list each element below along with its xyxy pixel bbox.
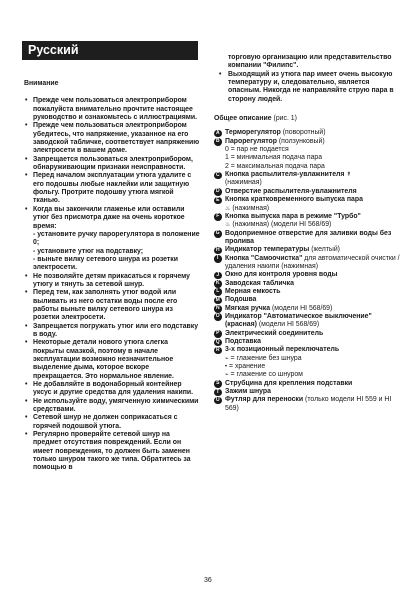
list-item: • Регулярно проверяйте сетевой шнур на предмет отсутствия повреждений. Если он имеет повреждения, то должен быть заменен только шнуром такого же типа. Обратитесь за помощью в	[24, 431, 200, 473]
list-item: • Выходящий из утюга пар имеет очень высокую температуру и, следовательно, является опасным. Никогда не направляйте струю пара в сторону людей.	[214, 71, 402, 104]
part-item: J Окно для контроля уровня воды	[214, 271, 402, 279]
part-item: S Струбцина для крепления подставки	[214, 380, 402, 388]
figure-reference: (рис. 1)	[273, 115, 297, 123]
spray-icon: ↟	[346, 172, 352, 179]
part-item: E Кнопка кратковременного выпуска пара ♨ (нажимная)	[214, 196, 402, 213]
list-item: • Не добавляйте в водонаборный контейнер уксус и другие средства для удаления накипи.	[24, 381, 200, 398]
list-item: • Прежде чем пользоваться электроприбором пожалуйста внимательно прочтите настоящее руководство и ознакомьтесь с иллюстрациями.	[24, 97, 200, 122]
list-item: • Не используйте воду, умягченную химическими средствами.	[24, 398, 200, 415]
right-column	[214, 54, 402, 413]
part-item: U Футляр для переноски (только модели HI 559 и HI 569)	[215, 396, 392, 412]
warning-list	[24, 97, 200, 472]
part-marker: G	[215, 230, 220, 237]
corded-icon: ⌁	[225, 372, 229, 379]
part-marker: J	[214, 272, 222, 280]
part-marker: C	[215, 171, 220, 178]
description-title: Общее описание	[214, 115, 272, 123]
list-item: • Прежде чем пользоваться электроприбором убедитесь, что напряжение, указанное на его заводской табличке, соответствует напряжению электросети в вашем доме.	[24, 122, 200, 155]
turbo-steam-icon: ♨	[225, 222, 231, 229]
part-item: A Терморегулятор (поворотный)	[215, 129, 326, 137]
storage-icon: •	[225, 364, 228, 371]
list-item: • Некоторые детали нового утюга слегка покрыты смазкой, поэтому в начале эксплуатации возможно незначительное выделение дыма, которое вскоре прекращается. Это нормальное явление.	[24, 339, 200, 381]
part-marker: I	[214, 255, 222, 263]
cordless-icon: ⌁	[225, 355, 229, 362]
part-item: D Отверстие распылителя-увлажнителя	[215, 187, 357, 195]
part-marker: D	[215, 188, 220, 195]
part-item: B Парорегулятор (ползунковый) 0 = пар не подается 1 = минимальная подача пара 2 = максимальная подача пара	[214, 138, 402, 171]
part-marker: B	[215, 138, 220, 145]
shot-of-steam-icon: ♨	[225, 205, 231, 212]
part-item: H Индикатор температуры (желтый)	[215, 246, 340, 254]
steam-level: 1 = минимальная подача пара	[225, 154, 323, 162]
part-item: N Мягкая ручка (модели HI 568/69)	[215, 304, 333, 312]
sub-item: - установите утюг на подставку;	[33, 247, 144, 255]
switch-position: ⌁ = глажение со шнуром	[225, 371, 303, 379]
page-number: 36	[204, 577, 212, 584]
switch-position: • = хранение	[225, 363, 266, 371]
list-item: • Запрещается погружать утюг или его подставку в воду.	[24, 323, 200, 340]
list-item: • Запрещается пользоваться электроприбором, обнаруживающим признаки неисправности.	[24, 156, 200, 173]
part-item: I Кнопка "Самоочистка" для автоматической очистки / удаления накипи (нажимная)	[214, 255, 402, 272]
description-heading	[214, 115, 402, 123]
part-marker: L	[214, 288, 222, 296]
part-item: R 3-х позиционный переключатель ⌁ = глажение без шнура • = хранение ⌁ = глажение со шнуром	[214, 346, 402, 379]
part-marker: K	[215, 280, 220, 287]
part-item: F Кнопка выпуска пара в режиме "Турбо" ♨ (нажимная) (модели HI 568/69)	[214, 213, 402, 230]
list-item: • Перед тем, как заполнять утюг водой или выливать из него остатки воды после его работы выньте вилку сетевого шнура из розетки электросети.	[24, 289, 200, 322]
list-item-text: Когда вы закончили глаженье или оставили утюг без присмотра даже на очень короткое время:	[33, 205, 185, 230]
part-marker: S	[214, 380, 222, 388]
part-item: M Подошва	[215, 296, 257, 304]
part-marker: Q	[215, 338, 220, 345]
warning-list-continued	[214, 71, 402, 104]
steam-level: 2 = максимальная подача пара	[225, 162, 325, 170]
part-marker: N	[215, 305, 220, 312]
part-item: G Водоприемное отверстие для заливки воды без пролива	[215, 229, 392, 245]
part-item: P Электрический соединитель	[214, 330, 402, 338]
part-marker: A	[215, 129, 220, 136]
part-marker: F	[214, 213, 222, 221]
language-header: Русский	[22, 41, 198, 60]
list-item: • Не позволяйте детям прикасаться к горячему утюгу и тянуть за сетевой шнур.	[24, 273, 200, 290]
left-column	[24, 80, 200, 473]
part-marker: E	[214, 197, 222, 205]
part-marker: R	[215, 346, 220, 353]
warning-heading: Внимание	[24, 80, 59, 87]
sub-item: - установите ручку парорегулятора в положение 0;	[33, 230, 200, 247]
sub-item: - выньте вилку сетевого шнура из розетки электросети.	[33, 255, 178, 272]
part-marker: H	[215, 246, 220, 253]
part-marker: M	[215, 296, 220, 303]
part-marker: U	[215, 396, 220, 403]
part-item: O Индикатор "Автоматическое выключение" (красная) (модели HI 568/69)	[215, 312, 372, 329]
warning-continuation: торговую организацию или представительство компании "Филипс".	[228, 54, 392, 70]
steam-level: 0 = пар не подается	[225, 146, 289, 154]
switch-position: ⌁ = глажение без шнура	[225, 354, 302, 362]
list-item: • Сетевой шнур не должен соприкасаться с горячей подошвой утюга.	[24, 414, 200, 431]
part-marker: P	[214, 330, 222, 338]
part-item: T Зажим шнура	[214, 388, 402, 396]
part-marker: O	[215, 313, 220, 320]
list-item: • Перед началом эксплуатации утюга удалите с его подошвы любые наклейки или защитную фольгу. Протрите подошву утюга мягкой тканью.	[24, 172, 200, 205]
list-item	[24, 206, 200, 273]
part-item: L Мерная емкость	[214, 288, 402, 296]
part-item: C Кнопка распылителя-увлажнителя ↟ (нажимная)	[215, 171, 352, 187]
part-item: Q Подставка	[215, 338, 261, 345]
parts-list	[214, 129, 402, 413]
part-marker: T	[214, 389, 222, 397]
part-item: K Заводская табличка	[215, 279, 294, 287]
